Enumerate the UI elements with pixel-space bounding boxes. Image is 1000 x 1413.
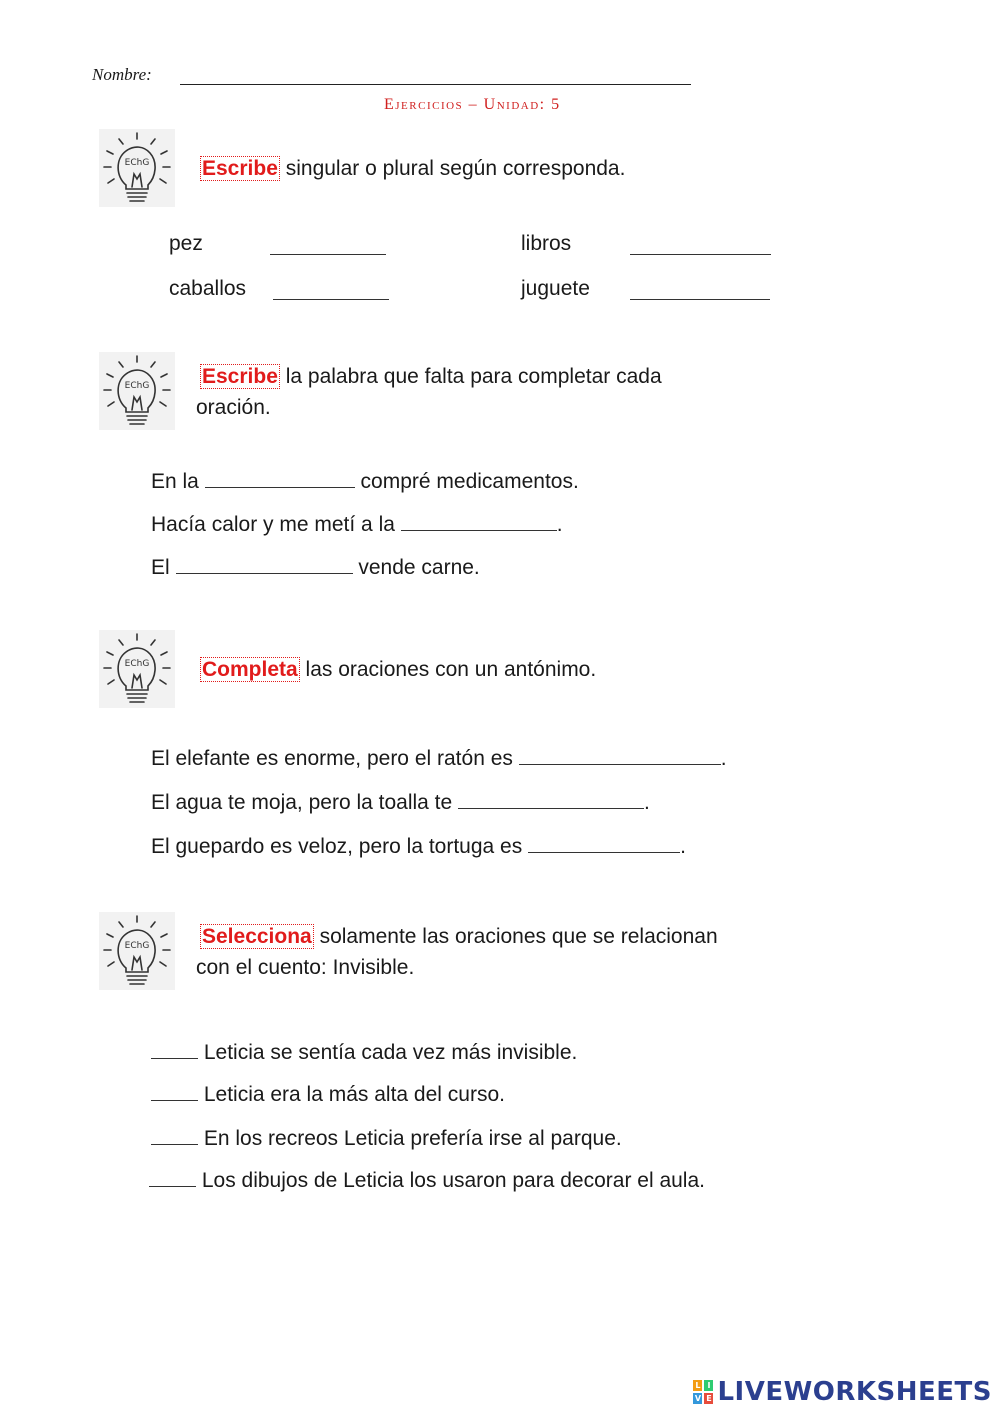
answer-blank-pool[interactable]	[401, 512, 557, 531]
sentence-elephant: El elefante es enorme, pero el ratón es .	[151, 747, 727, 770]
word-pez: pez	[169, 232, 203, 255]
bulb-label: EChG	[124, 941, 150, 951]
liveworksheets-logo	[693, 1377, 992, 1407]
bulb-label: EChG	[124, 659, 150, 669]
bulb-label: EChG	[124, 158, 150, 168]
logo-letter-l: L	[695, 1381, 701, 1390]
section4-text: solamente las oraciones que se relacionan	[313, 925, 718, 948]
logo-letter-v: V	[694, 1394, 702, 1403]
section1-instruction	[200, 158, 625, 179]
word-juguete: juguete	[521, 277, 590, 300]
section2-instruction	[200, 366, 662, 387]
section4-instruction	[200, 926, 718, 947]
select-blank-3[interactable]	[151, 1126, 198, 1145]
answer-blank-towel[interactable]	[458, 790, 644, 809]
answer-blank-pharmacy[interactable]	[205, 469, 355, 488]
answer-blank-libros[interactable]	[630, 236, 771, 255]
section3-instruction	[200, 659, 596, 680]
sentence-butcher: El vende carne.	[151, 556, 480, 579]
lightbulb-icon	[99, 630, 175, 708]
logo-letter-i: I	[704, 1380, 713, 1391]
section4-text-line2: con el cuento: Invisible.	[196, 956, 415, 979]
logo-letter-e: E	[706, 1394, 712, 1403]
section3-keyword: Completa	[202, 658, 298, 681]
name-label: Nombre:	[92, 65, 152, 84]
sentence-pool: Hacía calor y me metí a la .	[151, 513, 563, 536]
answer-blank-butcher[interactable]	[176, 555, 353, 574]
select-blank-1[interactable]	[151, 1040, 198, 1059]
answer-blank-juguete[interactable]	[630, 281, 770, 300]
section2-keyword: Escribe	[202, 365, 278, 388]
list-item: Los dibujos de Leticia los usaron para decorar el aula.	[149, 1168, 705, 1191]
word-caballos: caballos	[169, 277, 247, 300]
sentence-cheetah: El guepardo es veloz, pero la tortuga es .	[151, 835, 686, 858]
section2-text: la palabra que falta para completar cada	[279, 365, 662, 388]
answer-blank-cheetah[interactable]	[528, 834, 680, 853]
answer-blank-elephant[interactable]	[519, 746, 721, 765]
list-item: En los recreos Leticia prefería irse al parque.	[151, 1126, 622, 1149]
list-item: Leticia se sentía cada vez más invisible.	[151, 1040, 577, 1063]
lightbulb-icon	[99, 352, 175, 430]
select-blank-4[interactable]	[149, 1168, 196, 1187]
worksheet-subtitle: Ejercicios – Unidad: 5	[384, 96, 561, 113]
section2-text-line2: oración.	[196, 396, 271, 419]
answer-blank-pez[interactable]	[270, 236, 386, 255]
logo-mark	[693, 1380, 713, 1404]
section3-text: las oraciones con un antónimo.	[299, 658, 597, 681]
word-libros: libros	[521, 232, 572, 255]
logo-text: LIVEWORKSHEETS	[717, 1377, 992, 1407]
select-blank-2[interactable]	[151, 1082, 198, 1101]
lightbulb-icon	[99, 912, 175, 990]
name-input-line[interactable]	[180, 84, 691, 85]
section4-keyword: Selecciona	[202, 925, 312, 948]
bulb-label: EChG	[124, 381, 150, 391]
lightbulb-icon	[99, 129, 175, 207]
section1-text: singular o plural según corresponda.	[279, 157, 626, 180]
list-item: Leticia era la más alta del curso.	[151, 1082, 505, 1105]
answer-blank-caballos[interactable]	[273, 281, 389, 300]
sentence-pharmacy: En la compré medicamentos.	[151, 470, 579, 493]
section1-keyword: Escribe	[202, 157, 278, 180]
sentence-towel: El agua te moja, pero la toalla te .	[151, 791, 650, 814]
